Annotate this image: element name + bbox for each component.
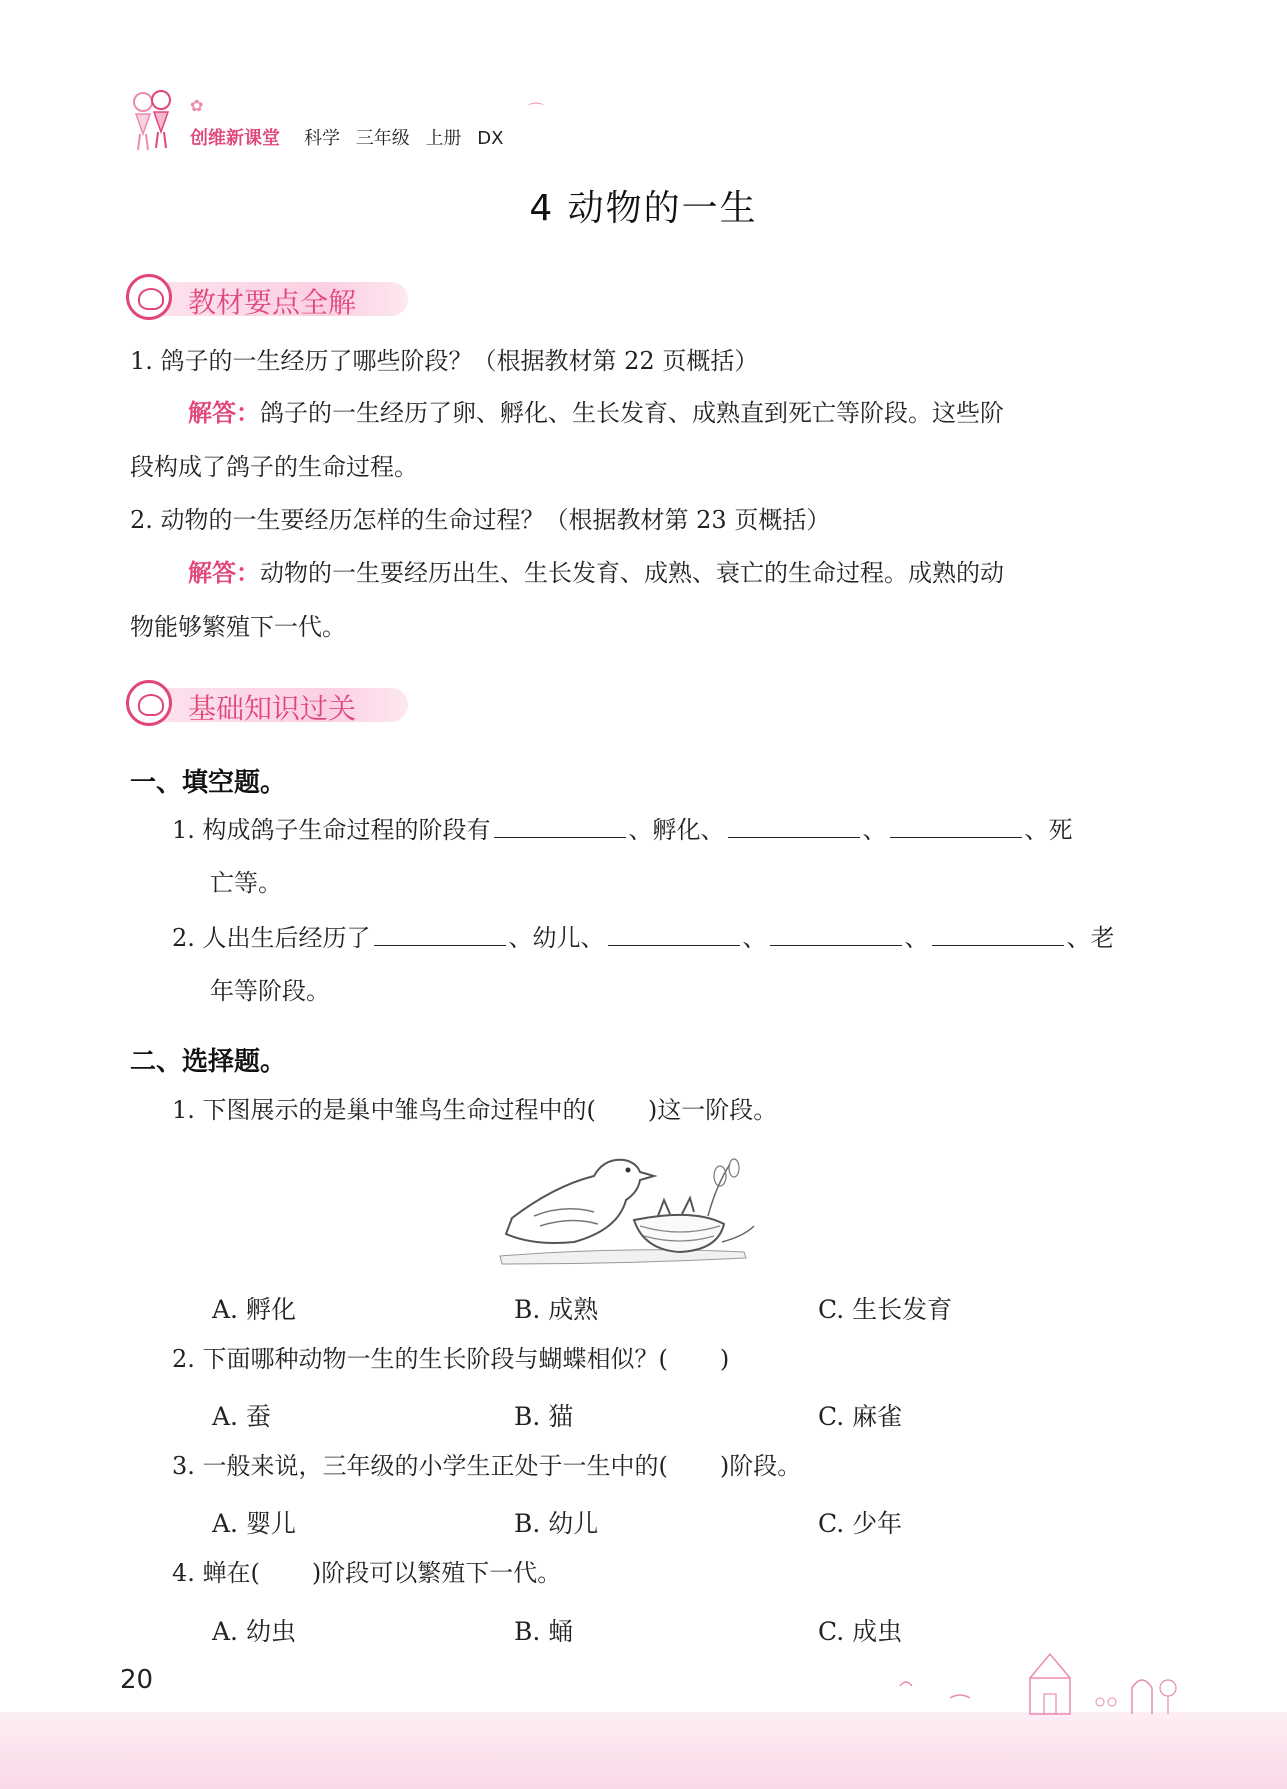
banner-basics [126, 680, 408, 728]
option-a[interactable]: A. 蚕 [212, 1402, 271, 1431]
book-info [304, 124, 513, 150]
answer-text: 鸽子的一生经历了卵、孵化、生长发育、成熟直到死亡等阶段。这些阶 [260, 399, 1004, 427]
question-text: )这一阶段。 [647, 1096, 778, 1124]
answer-blank[interactable] [890, 815, 1022, 838]
question-text: )阶段。 [719, 1452, 802, 1480]
question-text: 、死 [1024, 816, 1073, 844]
choice-question-4 [172, 1558, 561, 1588]
grade-label: 三年级 [355, 128, 410, 149]
kp-answer-2-line2: 物能够繁殖下一代。 [130, 613, 346, 641]
option-b[interactable]: B. 猫 [514, 1402, 574, 1431]
kp-question-2: 2. 动物的一生要经历怎样的生命过程？（根据教材第 23 页概括） [130, 506, 831, 534]
question-text: 4. 蝉在( [172, 1559, 260, 1587]
question-text: ) [719, 1345, 730, 1373]
option-a[interactable]: A. 孵化 [212, 1295, 296, 1324]
option-c[interactable]: C. 成虫 [818, 1617, 903, 1646]
question-text: 、孵化、 [628, 816, 725, 844]
flower-deco-icon: ✿ [190, 96, 204, 115]
choice-question-3 [172, 1451, 801, 1481]
banner-label: 教材要点全解 [188, 286, 357, 319]
question-text: )阶段可以繁殖下一代。 [311, 1559, 562, 1587]
banner-key-points [126, 274, 408, 322]
brand-name: 创维新课堂 [190, 128, 280, 149]
volume-label: 上册 [425, 128, 462, 149]
footer-band [0, 1712, 1287, 1789]
option-a[interactable]: A. 幼虫 [212, 1617, 296, 1646]
book-badge-icon [126, 274, 172, 320]
option-a[interactable]: A. 婴儿 [212, 1509, 296, 1538]
bird-nest-illustration [494, 1146, 766, 1268]
castle-deco-icon [880, 1648, 1180, 1718]
choice-question-2 [172, 1344, 729, 1374]
question-text: 、 [742, 924, 767, 952]
answer-blank[interactable] [374, 923, 506, 946]
question-text: 、老 [1066, 924, 1115, 952]
question-text: 2. 下面哪种动物一生的生长阶段与蝴蝶相似？( [172, 1345, 668, 1373]
question-text: 、幼儿、 [508, 924, 605, 952]
question-text: 3. 一般来说，三年级的小学生正处于一生中的( [172, 1452, 668, 1480]
fill-question-2 [172, 923, 1115, 953]
question-text: 人出生后经历了 [202, 924, 371, 952]
answer-blank[interactable] [770, 923, 902, 946]
page-number: 20 [120, 1665, 154, 1695]
option-b[interactable]: B. 蛹 [514, 1617, 574, 1646]
option-c[interactable]: C. 少年 [818, 1509, 903, 1538]
question-text: 、 [904, 924, 929, 952]
kp-answer-1-line1 [188, 398, 1004, 428]
option-c[interactable]: C. 生长发育 [818, 1295, 953, 1324]
answer-label: 解答： [188, 399, 260, 427]
question-text: 构成鸽子生命过程的阶段有 [202, 816, 491, 844]
answer-label: 解答： [188, 559, 260, 587]
kp-question-1: 1. 鸽子的一生经历了哪些阶段？（根据教材第 22 页概括） [130, 347, 759, 375]
section-choice: 二、选择题。 [130, 1047, 287, 1077]
question-text: 1. 下图展示的是巢中雏鸟生命过程中的( [172, 1096, 596, 1124]
edition-label: DX [477, 128, 504, 149]
answer-blank[interactable] [728, 815, 860, 838]
fill-question-2-line2: 年等阶段。 [210, 977, 330, 1005]
banner-label: 基础知识过关 [188, 692, 357, 725]
fill-question-1 [172, 815, 1073, 845]
kp-answer-2-line1 [188, 558, 1004, 588]
kids-logo-icon [128, 86, 176, 154]
answer-blank[interactable] [608, 923, 740, 946]
kp-answer-1-line2: 段构成了鸽子的生命过程。 [130, 453, 418, 481]
subject-label: 科学 [304, 128, 340, 149]
section-fill-blank: 一、填空题。 [130, 768, 287, 798]
book-badge-icon [126, 680, 172, 726]
option-b[interactable]: B. 幼儿 [514, 1509, 599, 1538]
question-text: 、 [862, 816, 887, 844]
answer-blank[interactable] [494, 815, 626, 838]
question-number: 2. [172, 924, 195, 952]
option-c[interactable]: C. 麻雀 [818, 1402, 903, 1431]
bird-deco-icon: ⌒ [528, 101, 545, 120]
question-number: 1. [172, 816, 195, 844]
answer-text: 动物的一生要经历出生、生长发育、成熟、衰亡的生命过程。成熟的动 [260, 559, 1004, 587]
answer-blank[interactable] [932, 923, 1064, 946]
choice-question-1 [172, 1095, 777, 1125]
option-b[interactable]: B. 成熟 [514, 1295, 599, 1324]
page-title: 4 动物的一生 [529, 188, 758, 229]
fill-question-1-line2: 亡等。 [210, 869, 282, 897]
